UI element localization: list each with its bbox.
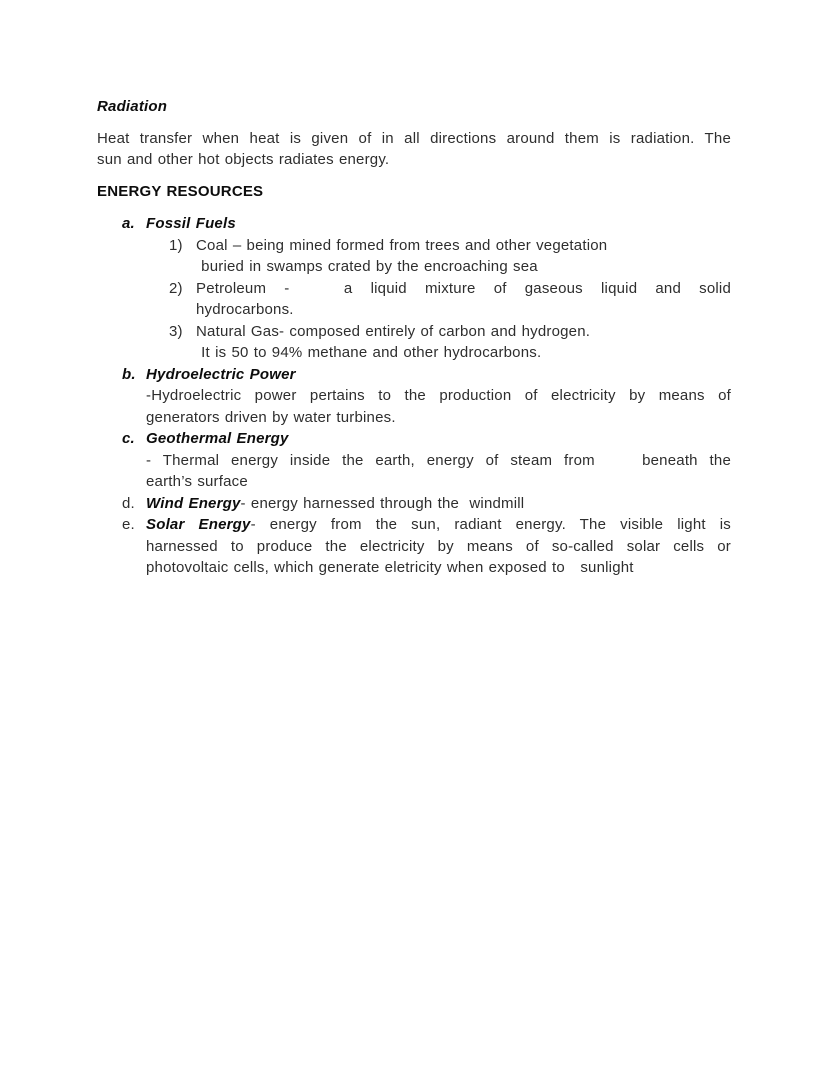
radiation-heading: Radiation xyxy=(97,98,168,115)
sublist-item-petroleum xyxy=(169,278,731,321)
sublist-text-natural-gas: Natural Gas- composed entirely of carbon and hydrogen. It is 50 to 94% methane and other hydrocarbons. xyxy=(196,322,591,361)
item-title-geothermal-energy: Geothermal Energy xyxy=(146,430,289,447)
outline-item-wind-energy xyxy=(122,493,731,515)
outline-item-geothermal-energy xyxy=(122,428,731,493)
item-marker: d. xyxy=(122,494,135,512)
item-text-solar-energy: Solar Energy- energy from the sun, radiant energy. The visible light is harnessed to produce the electricity by means of so-called solar cells or photovoltaic cells, which generate eletricity when exposed to sunlight xyxy=(146,516,732,576)
energy-resources-list xyxy=(97,213,731,579)
energy-resources-heading: ENERGY RESOURCES xyxy=(97,182,264,200)
sublist-item-coal xyxy=(169,235,731,278)
item-text-geothermal-energy: - Thermal energy inside the earth, energy of steam from beneath the earth’s surface xyxy=(146,451,731,490)
sublist-item-natural-gas xyxy=(169,321,731,364)
outline-item-solar-energy xyxy=(122,514,731,579)
item-marker: c. xyxy=(122,430,135,447)
item-marker: b. xyxy=(122,365,136,383)
item-title-fossil-fuels: Fossil Fuels xyxy=(146,215,236,232)
radiation-paragraph: Heat transfer when heat is given of in all directions around them is radiation. The sun and other hot objects radiates energy. xyxy=(97,129,731,168)
sublist-marker: 3) xyxy=(169,322,183,340)
item-text-wind-energy: Wind Energy- energy harnessed through the windmill xyxy=(146,494,525,512)
sublist-marker: 1) xyxy=(169,236,183,254)
outline-item-hydroelectric-power xyxy=(122,364,731,429)
item-marker: e. xyxy=(122,516,135,533)
sublist-marker: 2) xyxy=(169,279,183,297)
outline-item-fossil-fuels xyxy=(122,213,731,364)
sublist-text-coal: Coal – being mined formed from trees and other vegetation buried in swamps crated by the encroaching sea xyxy=(196,236,608,275)
item-title-hydroelectric-power: Hydroelectric Power xyxy=(146,365,296,383)
item-text-hydroelectric-power: -Hydroelectric power pertains to the production of electricity by means of generators driven by water turbines. xyxy=(146,387,731,426)
sublist-text-petroleum: Petroleum - a liquid mixture of gaseous liquid and solid hydrocarbons. xyxy=(196,279,731,318)
item-marker: a. xyxy=(122,215,135,232)
